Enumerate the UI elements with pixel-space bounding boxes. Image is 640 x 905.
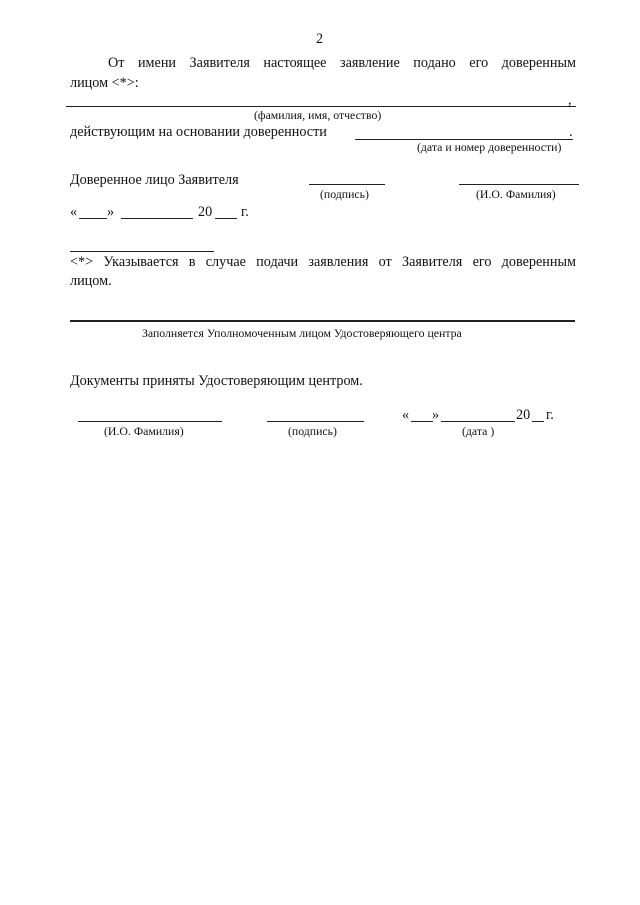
date-open-quote: « <box>70 204 78 220</box>
ca-date-close-quote: » <box>432 407 440 423</box>
ca-date-month-line[interactable] <box>441 421 515 422</box>
ca-date-year-line[interactable] <box>532 421 544 422</box>
ca-date-caption: (дата ) <box>462 424 495 438</box>
representative-paragraph-line1: От имени Заявителя настоящее заявление подано его доверенным <box>108 55 576 71</box>
fio-caption: (фамилия, имя, отчество) <box>254 108 382 122</box>
footnote-line2: лицом. <box>70 273 112 289</box>
page-number: 2 <box>316 31 324 47</box>
date-year-line[interactable] <box>215 218 237 219</box>
ca-section-separator <box>70 320 575 322</box>
date-year-prefix: 20 <box>198 204 213 220</box>
basis-label: действующим на основании доверенности <box>70 124 327 140</box>
fio-line[interactable] <box>66 106 576 107</box>
name-line[interactable] <box>459 184 579 185</box>
date-month-line[interactable] <box>121 218 193 219</box>
date-close-quote: » <box>107 204 115 220</box>
footnote-line1: <*> Указывается в случае подачи заявления от Заявителя его доверенным <box>70 254 576 270</box>
ca-signature-caption: (подпись) <box>288 424 337 438</box>
footnote-separator <box>70 251 214 252</box>
signature-caption: (подпись) <box>320 187 369 201</box>
documents-accepted-text: Документы приняты Удостоверяющим центром. <box>70 373 363 389</box>
ca-name-caption: (И.О. Фамилия) <box>104 424 184 438</box>
fio-trailing-comma: , <box>568 92 572 108</box>
date-year-suffix: г. <box>241 204 249 220</box>
signer-label: Доверенное лицо Заявителя <box>70 172 239 188</box>
date-day-line[interactable] <box>79 218 107 219</box>
name-caption: (И.О. Фамилия) <box>476 187 556 201</box>
ca-name-line[interactable] <box>78 421 222 422</box>
ca-date-open-quote: « <box>402 407 410 423</box>
basis-caption: (дата и номер доверенности) <box>417 140 562 154</box>
ca-section-header: Заполняется Уполномоченным лицом Удостоверяющего центра <box>142 326 462 340</box>
signature-line[interactable] <box>309 184 385 185</box>
ca-date-day-line[interactable] <box>411 421 433 422</box>
representative-paragraph-line2: лицом <*>: <box>70 75 139 91</box>
ca-signature-line[interactable] <box>267 421 364 422</box>
ca-date-year-suffix: г. <box>546 407 554 423</box>
ca-date-year-prefix: 20 <box>516 407 531 423</box>
basis-trailing-dot: . <box>569 124 573 140</box>
